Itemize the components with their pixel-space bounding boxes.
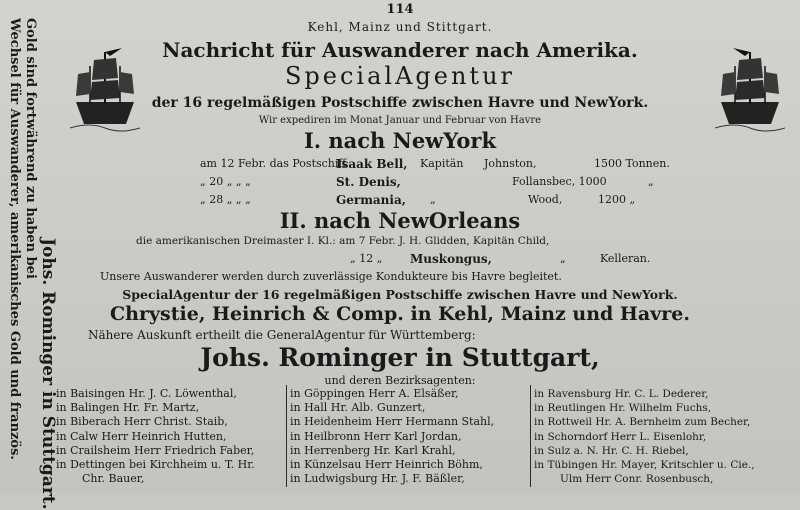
- expedite-line: Wir expediren im Monat Januar und Februar von Havre: [258, 115, 542, 126]
- ny-row-tonnage: 1500 Tonnen.: [594, 157, 670, 170]
- agent-entry: Chr. Bauer,: [82, 472, 145, 486]
- agent-entry: in Reutlingen Hr. Wilhelm Fuchs,: [534, 402, 712, 415]
- no-row-captain: Kelleran.: [600, 252, 651, 265]
- no-row-1: die amerikanischen Dreimaster I. Kl.: am 7 Febr. J. H. Glidden, Kapitän Child,: [136, 235, 550, 247]
- info-line: Nähere Auskunft ertheilt die GeneralAgentur für Württemberg:: [88, 328, 476, 342]
- subagents-heading: und deren Bezirksagenten:: [324, 374, 476, 387]
- section-newyork: I. nach NewYork: [303, 128, 497, 153]
- headline: Nachricht für Auswanderer nach Amerika.: [162, 38, 638, 62]
- ny-row-tonnage: 1200 „: [598, 193, 636, 206]
- agent-entry: in Schorndorf Herr L. Eisenlohr,: [534, 430, 707, 443]
- agent-entry: in Crailsheim Herr Friedrich Faber,: [56, 443, 255, 457]
- ny-row-date: „ 20 „ „ „: [200, 175, 251, 188]
- agent-entry: in Heilbronn Herr Karl Jordan,: [290, 429, 462, 443]
- ny-row-ship: Germania,: [336, 193, 406, 207]
- ny-row-captain: Follansbec, 1000: [512, 175, 607, 188]
- agent-entry: Ulm Herr Conr. Rosenbusch,: [560, 473, 714, 486]
- agent-entry: in Hall Hr. Alb. Gunzert,: [290, 401, 426, 415]
- agent-entry: in Rottweil Hr. A. Bernheim zum Becher,: [534, 416, 751, 429]
- ny-row-captain: Johnston,: [484, 157, 537, 170]
- special-agency-repeat: SpecialAgentur der 16 regelmäßigen Postschiffe zwischen Havre und NewYork.: [122, 287, 678, 302]
- agent-entry: in Baisingen Hr. J. C. Löwenthal,: [56, 387, 237, 400]
- agent-entry: in Tübingen Hr. Mayer, Kritschler u. Cie.,: [534, 459, 755, 472]
- escort-line: Unsere Auswanderer werden durch zuverlässige Kondukteure bis Havre begleitet.: [100, 270, 562, 283]
- ny-row-ship: St. Denis,: [336, 175, 401, 189]
- agent-entry: in Göppingen Herr A. Elsäßer,: [290, 387, 459, 400]
- agents-column-3: [534, 387, 755, 486]
- no-row-date: „ 12 „: [350, 252, 383, 265]
- agent-entry: in Calw Herr Heinrich Hutten,: [56, 429, 227, 443]
- special-agency-title: SpecialAgentur: [284, 62, 516, 90]
- ny-row-captain-label: Kapitän: [420, 157, 464, 170]
- ny-row-captain: Wood,: [528, 193, 563, 206]
- section-neworleans: II. nach NewOrleans: [279, 208, 521, 233]
- sidebar-agent-name: Johs. Rominger in Stuttgart.: [38, 238, 58, 510]
- column-divider: [286, 385, 287, 487]
- agent-name: Johs. Rominger in Stuttgart,: [200, 343, 600, 372]
- ny-row-date: „ 28 „ „ „: [200, 193, 251, 206]
- agents-column-2: [290, 387, 494, 486]
- ny-row-date: am 12 Febr. das Postschiff: [200, 157, 347, 170]
- company-line: Chrystie, Heinrich & Comp. in Kehl, Mainz und Havre.: [110, 303, 690, 325]
- no-row-ship: Muskongus,: [410, 252, 492, 266]
- page-number: 114: [386, 2, 414, 17]
- ny-row-ship: Isaak Bell,: [336, 157, 408, 171]
- agent-entry: in Balingen Hr. Fr. Martz,: [56, 401, 200, 415]
- agents-column-1: [56, 387, 255, 486]
- agent-entry: in Ludwigsburg Hr. J. F. Bäßler,: [290, 472, 465, 486]
- agent-entry: in Ravensburg Hr. C. L. Dederer,: [534, 388, 709, 400]
- agent-entry: in Dettingen bei Kirchheim u. T. Hr.: [56, 458, 255, 472]
- no-row-ditto: „: [560, 252, 566, 265]
- column-divider: [530, 385, 531, 487]
- cities-line: Kehl, Mainz und Stittgart.: [307, 20, 493, 34]
- sidebar-exchange-line1: Wechsel für Auswanderer, amerikanisches Gold und französ.: [7, 18, 22, 460]
- agent-entry: in Biberach Herr Christ. Staib,: [56, 415, 228, 429]
- line-ships: der 16 regelmäßigen Postschiffe zwischen Havre und NewYork.: [151, 95, 649, 111]
- agent-entry: in Herrenberg Hr. Karl Krahl,: [290, 443, 456, 457]
- agent-entry: in Heidenheim Herr Hermann Stahl,: [290, 415, 495, 429]
- agent-entry: in Sulz a. N. Hr. C. H. Riebel,: [534, 444, 689, 457]
- ny-row-captain-label: „: [430, 193, 436, 206]
- sidebar-exchange-line2: Gold sind fortwährend zu haben bei: [23, 18, 38, 279]
- agent-entry: in Künzelsau Herr Heinrich Böhm,: [290, 458, 483, 472]
- ny-row-tonnage: „: [648, 175, 654, 188]
